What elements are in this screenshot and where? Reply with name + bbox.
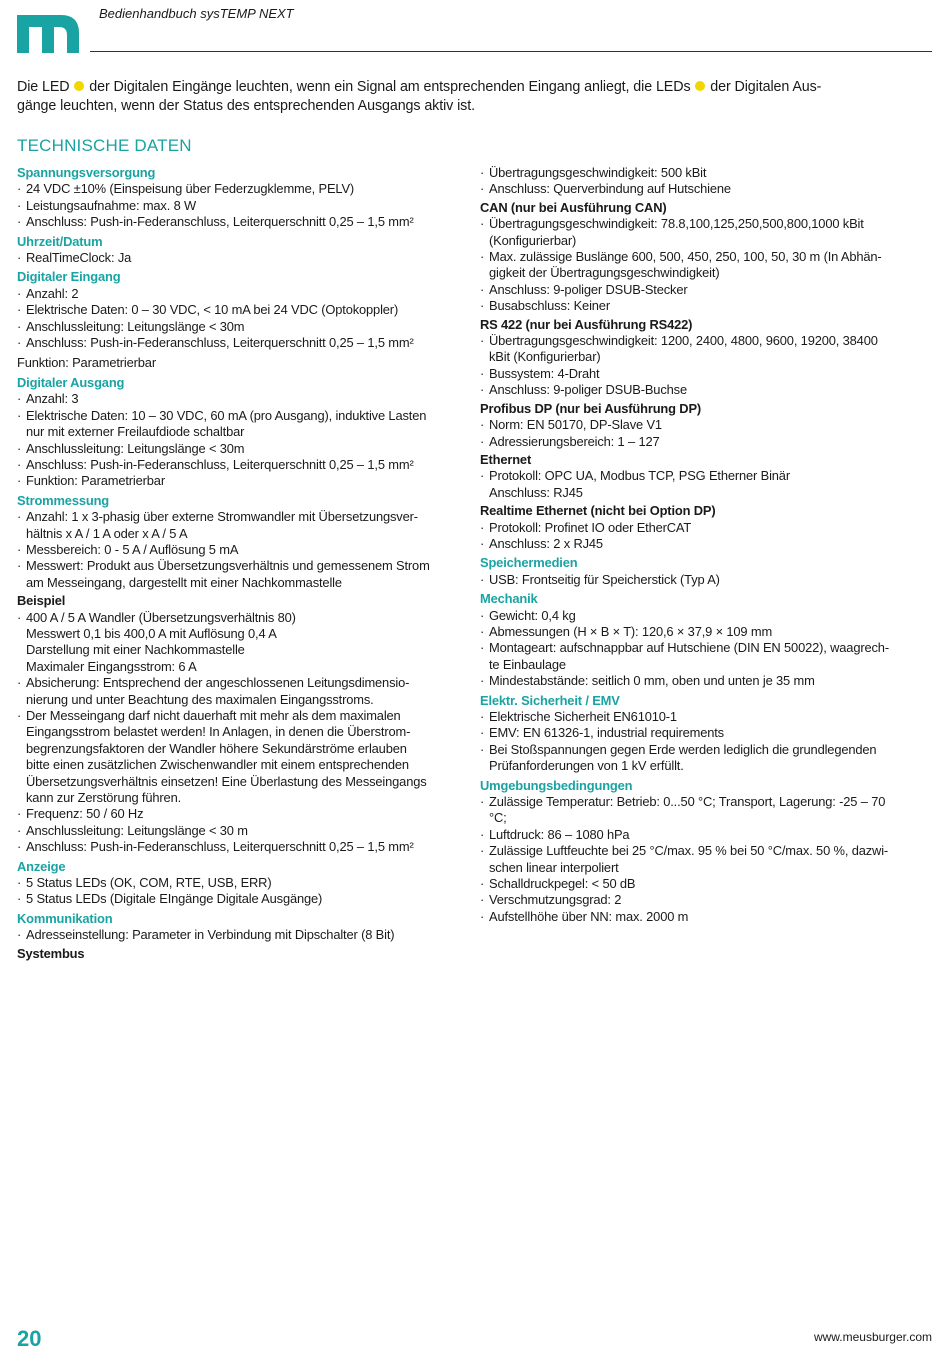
spec-list-item: · Anschluss: Querverbindung auf Hutschiene xyxy=(480,181,936,197)
intro-text-4: gänge leuchten, wenn der Status des entsprechenden Ausgangs aktiv ist. xyxy=(17,98,475,114)
meusburger-logo-icon xyxy=(17,15,79,53)
spec-list-item: · Anschlussleitung: Leitungslänge < 30m xyxy=(17,319,477,335)
spec-list-item-continuation: Maximaler Eingangsstrom: 6 A xyxy=(26,658,197,674)
spec-list-item: · Anschluss: 2 x RJ45 xyxy=(480,536,936,552)
spec-subheading: Beispiel xyxy=(17,593,66,609)
spec-list-item-continuation: nierung und unter Beachtung des maximalen Eingangsstroms. xyxy=(26,691,374,707)
spec-list-item: · Anschluss: 9-poliger DSUB-Buchse xyxy=(480,382,936,398)
spec-list-item: · Elektrische Sicherheit EN61010-1 xyxy=(480,709,936,725)
spec-heading: Strommessung xyxy=(17,492,110,508)
spec-list-item: · Bei Stoßspannungen gegen Erde werden lediglich die grundlegenden xyxy=(480,742,936,758)
spec-list-item-continuation: te Einbaulage xyxy=(489,656,566,672)
spec-list-item-continuation: °C; xyxy=(489,810,507,826)
spec-heading: Mechanik xyxy=(480,591,538,607)
spec-list-item-continuation: begrenzungsfaktoren der Wandler höhere Sekundärströme erlauben xyxy=(26,740,407,756)
spec-column-left xyxy=(17,165,477,962)
spec-list-item: · Frequenz: 50 / 60 Hz xyxy=(17,806,477,822)
spec-heading: Anzeige xyxy=(17,858,66,874)
spec-list-item-continuation: nur mit externer Freilaufdiode schaltbar xyxy=(26,424,245,440)
intro-text-1: Die LED xyxy=(17,79,70,95)
spec-list-item: · Protokoll: Profinet IO oder EtherCAT xyxy=(480,520,936,536)
spec-list-item-continuation: Prüfanforderungen von 1 kV erfüllt. xyxy=(489,758,684,774)
spec-list-item-continuation: Eingangsstrom belastet werden! In Anlagen, in denen die Überstrom- xyxy=(26,724,411,740)
spec-list-item: · Übertragungsgeschwindigkeit: 1200, 2400, 4800, 9600, 19200, 38400 xyxy=(480,333,936,349)
spec-column-right xyxy=(480,165,936,925)
spec-list-item: · Zulässige Temperatur: Betrieb: 0...50 °C; Transport, Lagerung: -25 – 70 xyxy=(480,794,936,810)
spec-heading: Kommunikation xyxy=(17,910,113,926)
spec-list-item: · Der Messeingang darf nicht dauerhaft mit mehr als dem maximalen xyxy=(17,708,477,724)
spec-list-item: · 24 VDC ±10% (Einspeisung über Federzugklemme, PELV) xyxy=(17,181,477,197)
spec-list-item: · Abmessungen (H × B × T): 120,6 × 37,9 × 109 mm xyxy=(480,624,936,640)
spec-list-item: · Übertragungsgeschwindigkeit: 78.8,100,125,250,500,800,1000 kBit xyxy=(480,216,936,232)
intro-text-2: der Digitalen Eingänge leuchten, wenn ein Signal am entsprechenden Eingang anliegt, die LEDs xyxy=(89,79,691,95)
spec-list-item: · Funktion: Parametrierbar xyxy=(17,473,477,489)
spec-list-item: · Bussystem: 4-Draht xyxy=(480,366,936,382)
spec-heading: Elektr. Sicherheit / EMV xyxy=(480,692,620,708)
spec-list-item: · 5 Status LEDs (OK, COM, RTE, USB, ERR) xyxy=(17,875,477,891)
spec-subheading: RS 422 (nur bei Ausführung RS422) xyxy=(480,316,693,332)
spec-heading: Uhrzeit/Datum xyxy=(17,233,103,249)
spec-subheading: Realtime Ethernet (nicht bei Option DP) xyxy=(480,503,716,519)
spec-list-item: · Zulässige Luftfeuchte bei 25 °C/max. 95 % bei 50 °C/max. 50 %, dazwi- xyxy=(480,843,936,859)
spec-list-item-continuation: Messwert 0,1 bis 400,0 A mit Auflösung 0,4 A xyxy=(26,625,277,641)
website-url: www.meusburger.com xyxy=(813,1330,932,1344)
spec-subheading: CAN (nur bei Ausführung CAN) xyxy=(480,199,667,215)
spec-list-item: · Gewicht: 0,4 kg xyxy=(480,608,936,624)
spec-list-item-continuation: (Konfigurierbar) xyxy=(489,232,577,248)
spec-list-item: · USB: Frontseitig für Speicherstick (Typ A) xyxy=(480,572,936,588)
header-divider xyxy=(90,51,932,52)
spec-list-item: · Anzahl: 1 x 3-phasig über externe Stromwandler mit Übersetzungsver- xyxy=(17,509,477,525)
header-title: Bedienhandbuch sysTEMP NEXT xyxy=(99,6,294,21)
spec-list-item: · Norm: EN 50170, DP-Slave V1 xyxy=(480,417,936,433)
page-number: 20 xyxy=(17,1326,42,1351)
spec-list-item-continuation: Anschluss: RJ45 xyxy=(489,484,583,500)
spec-list-item: · EMV: EN 61326-1, industrial requirements xyxy=(480,725,936,741)
spec-heading: Digitaler Ausgang xyxy=(17,374,125,390)
spec-list-item: · Protokoll: OPC UA, Modbus TCP, PSG Etherner Binär xyxy=(480,468,936,484)
spec-list-item: · Verschmutzungsgrad: 2 xyxy=(480,892,936,908)
spec-list-item-continuation: Übersetzungsverhältnis einsetzen! Eine Überlastung des Messeingangs xyxy=(26,773,427,789)
spec-list-item: · Adresseinstellung: Parameter in Verbindung mit Dipschalter (8 Bit) xyxy=(17,927,477,943)
spec-list-item: · Adressierungsbereich: 1 – 127 xyxy=(480,434,936,450)
spec-list-item-continuation: gigkeit der Übertragungsgeschwindigkeit) xyxy=(489,265,720,281)
spec-list-item: · Anzahl: 2 xyxy=(17,286,477,302)
spec-list-item-continuation: kann zur Zerstörung führen. xyxy=(26,790,182,806)
spec-list-item-continuation: schen linear interpoliert xyxy=(489,859,619,875)
spec-list-item: · Anschluss: Push-in-Federanschluss, Leiterquerschnitt 0,25 – 1,5 mm² xyxy=(17,335,477,351)
spec-subheading: Systembus xyxy=(17,945,85,961)
spec-list-item: · Schalldruckpegel: < 50 dB xyxy=(480,876,936,892)
spec-list-item: · RealTimeClock: Ja xyxy=(17,250,477,266)
spec-list-item: · Elektrische Daten: 0 – 30 VDC, < 10 mA bei 24 VDC (Optokoppler) xyxy=(17,302,477,318)
spec-list-item: · 5 Status LEDs (Digitale EIngänge Digitale Ausgänge) xyxy=(17,891,477,907)
spec-list-item: · Übertragungsgeschwindigkeit: 500 kBit xyxy=(480,165,936,181)
spec-list-item: · Busabschluss: Keiner xyxy=(480,298,936,314)
spec-list-item: · Leistungsaufnahme: max. 8 W xyxy=(17,198,477,214)
spec-list-item: · Anschluss: Push-in-Federanschluss, Leiterquerschnitt 0,25 – 1,5 mm² xyxy=(17,214,477,230)
spec-list-item: · Anzahl: 3 xyxy=(17,391,477,407)
spec-list-item: · Luftdruck: 86 – 1080 hPa xyxy=(480,827,936,843)
spec-list-item: · Montageart: aufschnappbar auf Hutschiene (DIN EN 50022), waagrech- xyxy=(480,640,936,656)
spec-heading: Umgebungsbedingungen xyxy=(480,777,633,793)
spec-list-item: · Max. zulässige Buslänge 600, 500, 450, 250, 100, 50, 30 m (In Abhän- xyxy=(480,249,936,265)
spec-list-item-continuation: am Messeingang, dargestellt mit einer Nachkommastelle xyxy=(26,574,342,590)
spec-subheading: Profibus DP (nur bei Ausführung DP) xyxy=(480,400,702,416)
intro-text-3: der Digitalen Aus- xyxy=(710,79,822,95)
yellow-led-icon xyxy=(74,81,84,91)
spec-list-item: · Anschluss: 9-poliger DSUB-Stecker xyxy=(480,282,936,298)
spec-list-item: · Anschluss: Push-in-Federanschluss, Leiterquerschnitt 0,25 – 1,5 mm² xyxy=(17,839,477,855)
spec-list-item-continuation: bitte einen zusätzlichen Zwischenwandler mit einem entsprechenden xyxy=(26,757,409,773)
spec-subheading: Ethernet xyxy=(480,451,532,467)
spec-heading: Digitaler Eingang xyxy=(17,269,121,285)
spec-list-item-continuation: Darstellung mit einer Nachkommastelle xyxy=(26,642,245,658)
spec-list-item: · Elektrische Daten: 10 – 30 VDC, 60 mA (pro Ausgang), induktive Lasten xyxy=(17,408,477,424)
spec-list-item: · Mindestabstände: seitlich 0 mm, oben und unten je 35 mm xyxy=(480,673,936,689)
spec-list-item: · Messbereich: 0 - 5 A / Auflösung 5 mA xyxy=(17,542,477,558)
spec-heading: Spannungsversorgung xyxy=(17,165,156,180)
yellow-led-icon xyxy=(695,81,705,91)
spec-list-item: · 400 A / 5 A Wandler (Übersetzungsverhältnis 80) xyxy=(17,610,477,626)
intro-paragraph xyxy=(17,78,922,116)
section-title: TECHNISCHE DATEN xyxy=(17,136,192,155)
spec-list-item: · Absicherung: Entsprechend der angeschlossenen Leitungsdimensio- xyxy=(17,675,477,691)
spec-text: Funktion: Parametrierbar xyxy=(17,355,156,371)
spec-list-item: · Aufstellhöhe über NN: max. 2000 m xyxy=(480,909,936,925)
spec-list-item: · Anschlussleitung: Leitungslänge < 30m xyxy=(17,441,477,457)
spec-list-item: · Anschluss: Push-in-Federanschluss, Leiterquerschnitt 0,25 – 1,5 mm² xyxy=(17,457,477,473)
spec-list-item-continuation: kBit (Konfigurierbar) xyxy=(489,349,601,365)
spec-list-item-continuation: hältnis x A / 1 A oder x A / 5 A xyxy=(26,525,188,541)
spec-list-item: · Anschlussleitung: Leitungslänge < 30 m xyxy=(17,823,477,839)
spec-heading: Speichermedien xyxy=(480,555,578,571)
spec-list-item: · Messwert: Produkt aus Übersetzungsverhältnis und gemessenem Strom xyxy=(17,558,477,574)
